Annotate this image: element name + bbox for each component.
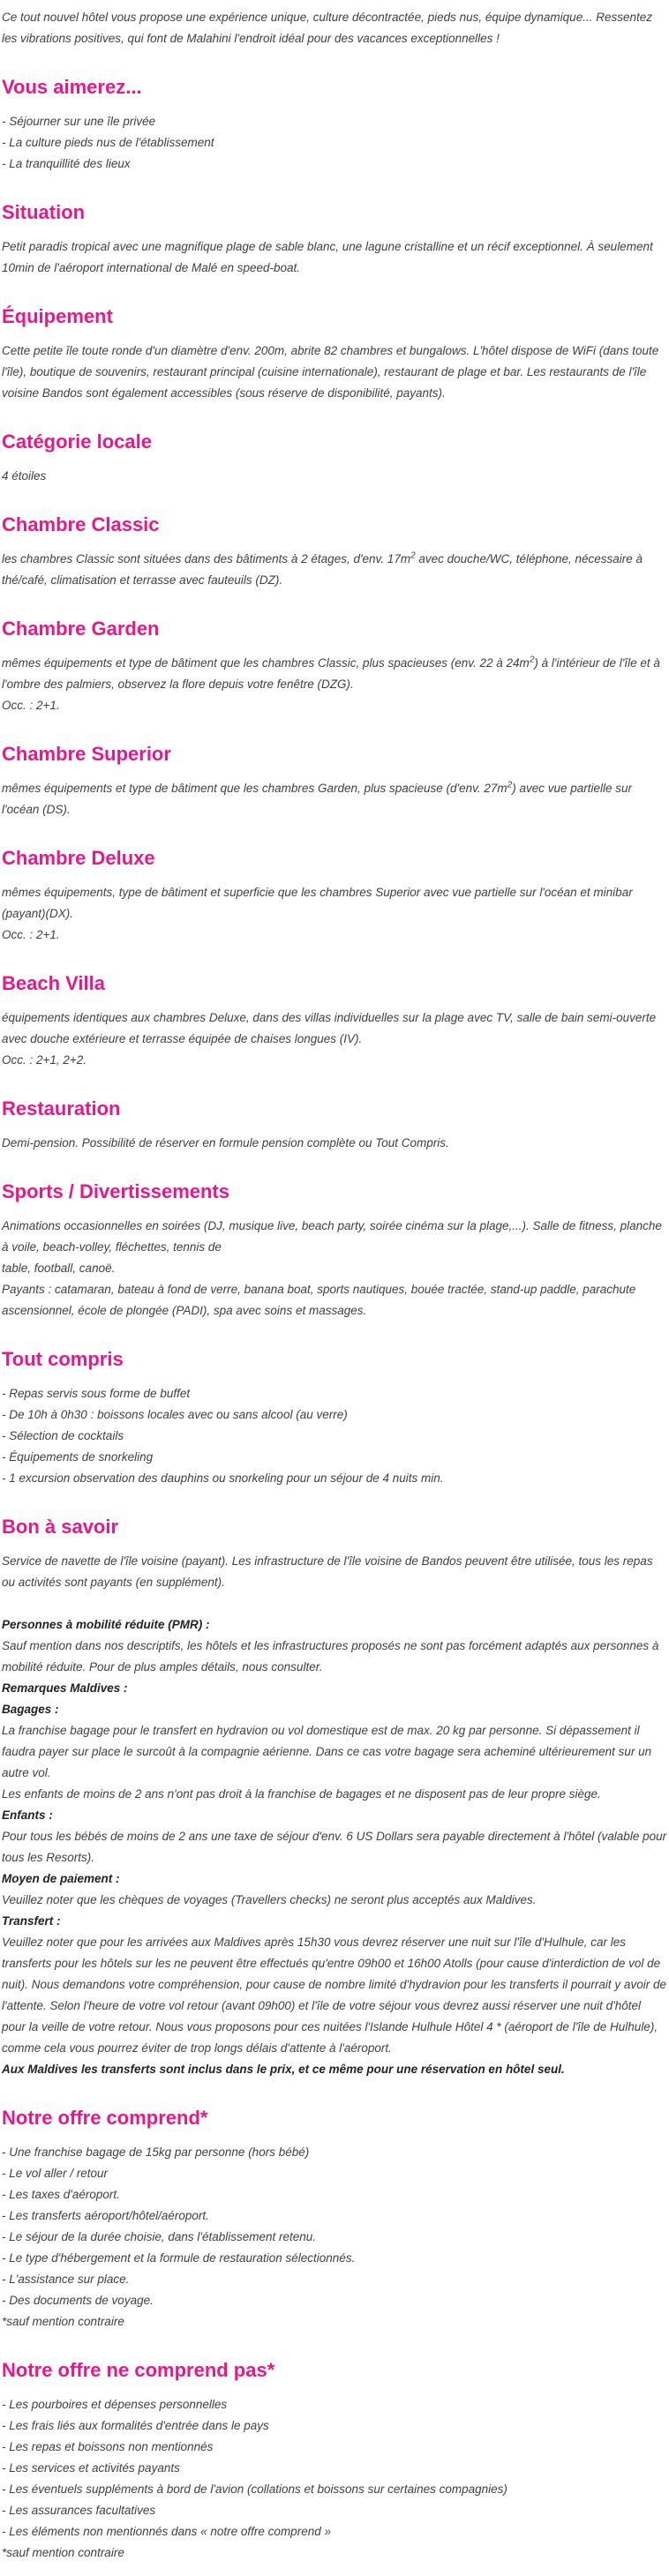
- spacer: [2, 1593, 667, 1614]
- section-title-situation: Situation: [2, 201, 86, 223]
- section-title-chambre-classic: Chambre Classic: [2, 513, 160, 535]
- list-item: - Les éventuels suppléments à bord de l'avion (collations et boissons sur certaines compagnies): [2, 2482, 507, 2496]
- enfants-text: Pour tous les bébés de moins de 2 ans une taxe de séjour d'env. 6 US Dollars sera payable directement à l'hôtel (valable pour tous les Resorts).: [2, 1830, 667, 1864]
- list-item: - Repas servis sous forme de buffet: [2, 1387, 191, 1400]
- section-chambre-deluxe: [2, 845, 667, 946]
- list-item: - Le séjour de la durée choisie, dans l'établissement retenu.: [2, 2230, 317, 2243]
- section-title-offre-ne-comprend-pas: Notre offre ne comprend pas*: [2, 2359, 275, 2381]
- chambre-garden-text-part: ) à l'intérieur de l'île et à l'ombre des palmiers, observez la flore depuis votre fenêtre (DZG).: [2, 656, 660, 691]
- list-item: - La culture pieds nus de l'établissement: [2, 136, 214, 149]
- section-title-equipement: Équipement: [2, 305, 113, 327]
- chambre-garden-text: [2, 653, 667, 695]
- paiement-text: Veuillez noter que les chèques de voyages (Travellers checks) ne seront plus acceptés aux Maldives.: [2, 1893, 537, 1906]
- chambre-superior-text-part: mêmes équipements et type de bâtiment que les chambres Garden, plus spacieuse (d'env. 27m: [2, 782, 507, 795]
- section-title-chambre-garden: Chambre Garden: [2, 618, 160, 640]
- chambre-classic-text-part: avec douche/WC, téléphone, nécessaire à thé/café, climatisation et terrasse avec fauteuils (DZ).: [2, 552, 643, 587]
- superscript: 2: [410, 550, 416, 561]
- section-chambre-superior: [2, 741, 667, 820]
- section-sports: [2, 1179, 667, 1322]
- section-tout-compris: [2, 1346, 667, 1489]
- offre-ne-comprend-list: [2, 2394, 667, 2564]
- list-item: - Séjourner sur une île privée: [2, 115, 156, 128]
- pmr-label: Personnes à mobilité réduite (PMR) :: [2, 1618, 210, 1631]
- section-title-categorie: Catégorie locale: [2, 431, 152, 453]
- list-item: - Équipements de snorkeling: [2, 1450, 154, 1464]
- section-title-bon-a-savoir: Bon à savoir: [2, 1516, 119, 1538]
- section-bon-a-savoir: [2, 1514, 667, 2080]
- sports-text: Animations occasionnelles en soirées (DJ, musique live, beach party, soirée cinéma sur la plage,...). Salle de fitness, planche à voile, beach-volley, fléchettes, tennis de: [2, 1219, 662, 1254]
- footnote: *sauf mention contraire: [2, 2315, 124, 2328]
- list-item: - Une franchise bagage de 15kg par personne (hors bébé): [2, 2145, 310, 2159]
- sports-paid-text: Payants : catamaran, bateau à fond de verre, banana boat, sports nautiques, bouée tractée, stand-up paddle, parachute ascensionnel, école de plongée (PADI), spa avec soins et massages.: [2, 1283, 636, 1317]
- list-item: - L'assistance sur place.: [2, 2273, 130, 2286]
- section-chambre-garden: [2, 616, 667, 716]
- chambre-garden-occupancy: Occ. : 2+1.: [2, 699, 60, 712]
- section-restauration: [2, 1096, 667, 1154]
- chambre-classic-text: [2, 549, 667, 591]
- chambre-classic-text-part: les chambres Classic sont situées dans des bâtiments à 2 étages, d'env. 17m: [2, 552, 411, 565]
- section-title-vous-aimerez: Vous aimerez...: [2, 76, 142, 98]
- transfert-note: Aux Maldives les transferts sont inclus dans le prix, et ce même pour une réservation en hôtel seul.: [2, 2063, 565, 2076]
- section-title-chambre-superior: Chambre Superior: [2, 743, 171, 765]
- equipement-text: Cette petite île toute ronde d'un diamètre d'env. 200m, abrite 82 chambres et bungalows. L'hôtel dispose de WiFi (dans toute l'île), boutique de souvenirs, restaurant principal (cuisine internationale), restaurant de plage et bar. Les restaurants de l'île voisine Bandos sont également accessibles (sous réserve de disponibilité, payants).: [2, 344, 659, 400]
- bagages-text: La franchise bagage pour le transfert en hydravion ou vol domestique est de max. 20 kg par personne. Si dépassement il faudra payer sur place le surcoût à la compagnie aérienne. Dans ce cas votre bagage sera acheminé ultérieurement sur un autre vol.: [2, 1724, 652, 1779]
- section-vous-aimerez: [2, 74, 667, 175]
- list-item: - Les taxes d'aéroport.: [2, 2188, 120, 2201]
- chambre-garden-text-part: mêmes équipements et type de bâtiment que les chambres Classic, plus spacieuses (env. 22 à 24m: [2, 656, 530, 670]
- section-offre-comprend: [2, 2105, 667, 2333]
- section-offre-ne-comprend-pas: [2, 2357, 667, 2564]
- section-title-beach-villa: Beach Villa: [2, 972, 105, 994]
- section-beach-villa: [2, 970, 667, 1071]
- section-title-sports: Sports / Divertissements: [2, 1180, 229, 1202]
- list-item: - Les pourboires et dépenses personnelles: [2, 2398, 228, 2411]
- chambre-superior-text-part: ) avec vue partielle sur l'océan (DS).: [2, 782, 633, 816]
- tout-compris-list: [2, 1383, 667, 1489]
- list-item: - 1 excursion observation des dauphins ou snorkeling pour un séjour de 4 nuits min.: [2, 1471, 444, 1485]
- footnote: *sauf mention contraire: [2, 2546, 124, 2559]
- list-item: - Les frais liés aux formalités d'entrée dans le pays: [2, 2419, 269, 2432]
- beach-villa-occupancy: Occ. : 2+1, 2+2.: [2, 1053, 87, 1067]
- list-item: - Le type d'hébergement et la formule de restauration sélectionnés.: [2, 2251, 356, 2265]
- list-item: - Le vol aller / retour: [2, 2167, 109, 2180]
- list-item: - De 10h à 0h30 : boissons locales avec ou sans alcool (au verre): [2, 1408, 348, 1421]
- bagages-text: Les enfants de moins de 2 ans n'ont pas droit à la franchise de bagages et ne disposent pas de leur propre siège.: [2, 1787, 601, 1801]
- bon-a-savoir-text: Service de navette de l'île voisine (payant). Les infrastructure de l'île voisine de Bandos peuvent être utilisée, tous les repas ou activités sont payants (en supplément).: [2, 1554, 653, 1589]
- list-item: - Sélection de cocktails: [2, 1429, 124, 1442]
- list-item: - Des documents de voyage.: [2, 2294, 154, 2307]
- remarques-label: Remarques Maldives :: [2, 1681, 128, 1695]
- sports-text: table, football, canoë.: [2, 1262, 116, 1275]
- superscript: 2: [529, 655, 535, 665]
- list-item: - Les assurances facultatives: [2, 2504, 156, 2517]
- beach-villa-text: équipements identiques aux chambres Deluxe, dans des villas individuelles sur la plage avec TV, salle de bain semi-ouverte avec douche extérieure et terrasse équipée de chaises longues (IV).: [2, 1011, 657, 1045]
- categorie-text: 4 étoiles: [2, 469, 47, 483]
- section-chambre-classic: [2, 512, 667, 591]
- section-title-offre-comprend: Notre offre comprend*: [2, 2107, 208, 2129]
- intro-text: Ce tout nouvel hôtel vous propose une expérience unique, culture décontractée, pieds nus, équipe dynamique... Ressentez les vibrations positives, qui font de Malahini l'endroit idéal pour des vacances exceptionnelles !: [2, 11, 652, 45]
- section-title-chambre-deluxe: Chambre Deluxe: [2, 847, 155, 869]
- vous-aimerez-list: [2, 111, 667, 175]
- section-categorie: [2, 429, 667, 487]
- enfants-label: Enfants :: [2, 1808, 53, 1822]
- transfert-text: Veuillez noter que pour les arrivées aux Maldives après 15h30 vous devrez réserver une nuit sur l'île d'Hulhule, car les transferts pour les hôtels sur les ne peuvent être effectués qu'entre 09h00 et 16h00 Atolls (pour cause d'interdiction de vol de nuit). Nous demandons votre compréhension, pour cause de nombre limité d'hydravion pour les transferts il pourrait y avoir de l'attente. Selon l'heure de votre vol retour (avant 09h00) et l'île de votre séjour vous devrez aussi réserver une nuit d'hôtel pour la veille de votre retour. Nous vous proposons pour ces nuitées l'Islande Hulhule Hôtel 4 * (aéroport de l'île de Hulhule), comme cela vous pourrez éviter de trop longs délais d'attente à l'aéroport.: [2, 1936, 666, 2055]
- chambre-deluxe-text: mêmes équipements, type de bâtiment et superficie que les chambres Superior avec vue partielle sur l'océan et minibar (payant)(DX).: [2, 886, 633, 920]
- list-item: - Les éléments non mentionnés dans « notre offre comprend »: [2, 2525, 331, 2538]
- list-item: - Les services et activités payants: [2, 2461, 180, 2475]
- paiement-label: Moyen de paiement :: [2, 1872, 120, 1885]
- section-equipement: [2, 303, 667, 404]
- pmr-text: Sauf mention dans nos descriptifs, les hôtels et les infrastructures proposés ne sont pas forcément adaptés aux personnes à mobilité réduite. Pour de plus amples détails, nous consulter.: [2, 1639, 659, 1674]
- bagages-label: Bagages :: [2, 1703, 59, 1716]
- restauration-text: Demi-pension. Possibilité de réserver en formule pension complète ou Tout Compris.: [2, 1136, 449, 1149]
- situation-text: Petit paradis tropical avec une magnifique plage de sable blanc, une lagune cristalline et un récif exceptionnel. À seulement 10min de l'aéroport international de Malé en speed-boat.: [2, 240, 653, 274]
- chambre-deluxe-occupancy: Occ. : 2+1.: [2, 928, 60, 941]
- offre-comprend-list: [2, 2142, 667, 2333]
- transfert-label: Transfert :: [2, 1914, 61, 1928]
- section-title-tout-compris: Tout compris: [2, 1348, 124, 1370]
- list-item: - Les transferts aéroport/hôtel/aéroport.: [2, 2209, 209, 2222]
- section-title-restauration: Restauration: [2, 1097, 121, 1120]
- chambre-superior-text: [2, 778, 667, 820]
- section-situation: [2, 199, 667, 279]
- list-item: - Les repas et boissons non mentionnés: [2, 2440, 214, 2453]
- list-item: - La tranquillité des lieux: [2, 157, 131, 170]
- superscript: 2: [507, 780, 513, 790]
